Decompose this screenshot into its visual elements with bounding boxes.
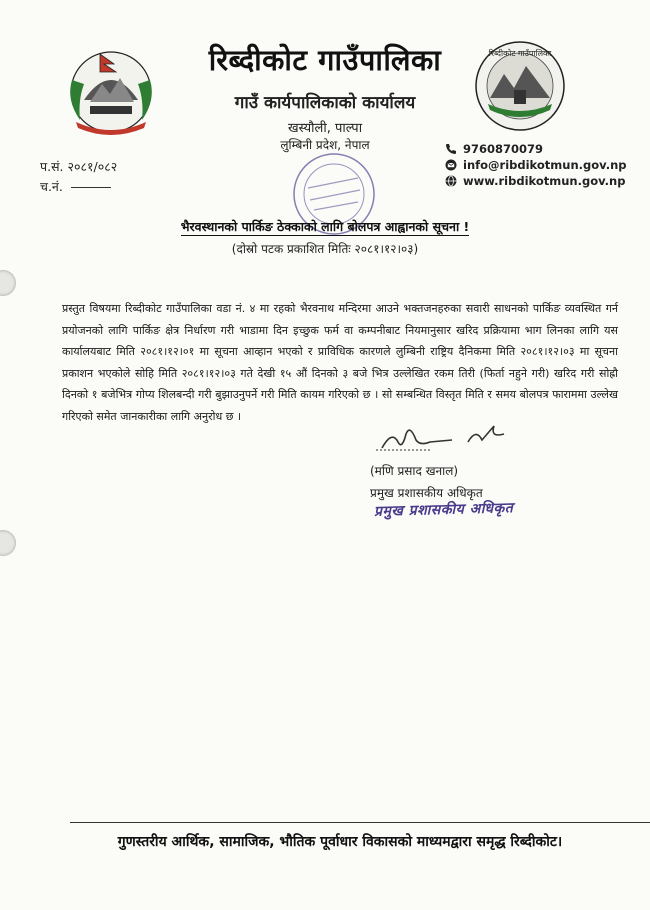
ps-value: २०८१/०८२ — [67, 159, 118, 174]
globe-icon — [445, 175, 457, 187]
address-line-1: खस्यौली, पाल्पा — [287, 121, 363, 136]
nepal-emblem-icon — [60, 40, 162, 140]
office-subtitle: गाउँ कार्यपालिकाको कार्यालय — [234, 93, 416, 113]
email-address[interactable]: info@ribdikotmun.gov.np — [463, 158, 627, 172]
municipality-logo-icon — [470, 38, 570, 134]
reference-ps — [40, 158, 117, 175]
website-url[interactable]: www.ribdikotmun.gov.np — [463, 174, 626, 188]
address-line-2: लुम्बिनी प्रदेश, नेपाल — [280, 138, 370, 152]
contact-website — [445, 174, 625, 188]
signatory-stamp: प्रमुख प्रशासकीय अधिकृत — [373, 500, 514, 520]
handwritten-signature-icon — [372, 420, 522, 458]
cn-blank-line — [71, 187, 111, 188]
ps-label: प.सं. — [40, 159, 64, 174]
municipality-title: रिब्दीकोट गाउँपालिका — [208, 43, 442, 77]
binder-hole — [0, 270, 16, 296]
email-icon — [445, 159, 457, 171]
phone-icon — [445, 143, 457, 155]
signatory-role: प्रमुख प्रशासकीय अधिकृत — [370, 486, 483, 500]
cn-label: च.नं. — [40, 179, 63, 194]
contact-email — [445, 158, 627, 172]
phone-number: 9760870079 — [463, 142, 544, 156]
binder-hole — [0, 530, 16, 556]
notice-body: प्रस्तुत विषयमा रिब्दीकोट गाउँपालिका वडा नं. ४ मा रहको भैरवनाथ मन्दिरमा आउने भक्तजनहरुका सवारी साधनको पार्किङ व्यवस्थित गर्न प्रयोजनको लागि पार्किङ क्षेत्र निर्धारण गरी भाडामा दिन इच्छुक फर्म वा कम्पनीबाट नियमानुसार खरिद प्रक्रियामा भाग लिनका लागि यस कार्यालयबाट मिति २०८१।१२।०१ मा सूचना आव्हान भएको र प्राविधिक कारणले लुम्बिनी राष्ट्रिय दैनिकमा मिति २०८१।१२।०३ मा सूचना प्रकाशन भएकोले सोहि मिति २०८१।१२।०३ गते देखी १५ औं दिनको ३ बजे भित्र उल्लेखित रकम तिरी (फिर्ता नहुने गरी) खरिद गरी सोह्रौ दिनको १ बजेभित्र गोप्य शिलबन्दी गरी बुझाउनुपर्ने गरी मिति कायम गरिएको छ । सो सम्बन्धित विस्तृत मिति र समय बोलपत्र फाराममा उल्लेख गरिएको समेत जानकारीका लागि अनुरोध छ । — [62, 302, 618, 423]
logo-arc-text: रिब्दीकोट गाउँपालिका — [488, 49, 552, 58]
notice-title-text: भैरवस्थानको पार्किङ ठेक्काको लागि बोलपत्र आह्वानको सूचना ! — [180, 219, 470, 234]
notice-publish-date: (दोस्रो पटक प्रकाशित मितिः २०८१।१२।०३) — [231, 242, 419, 256]
contact-phone — [445, 142, 543, 156]
reference-cn — [40, 178, 111, 195]
notice-title — [40, 218, 610, 235]
signatory-name: (मणि प्रसाद खनाल) — [370, 464, 459, 478]
footer-slogan: गुणस्तरीय आर्थिक, सामाजिक, भौतिक पूर्वाधार विकासको माध्यमद्वारा समृद्ध रिब्दीकोट। — [117, 834, 563, 850]
footer-divider — [70, 822, 650, 823]
